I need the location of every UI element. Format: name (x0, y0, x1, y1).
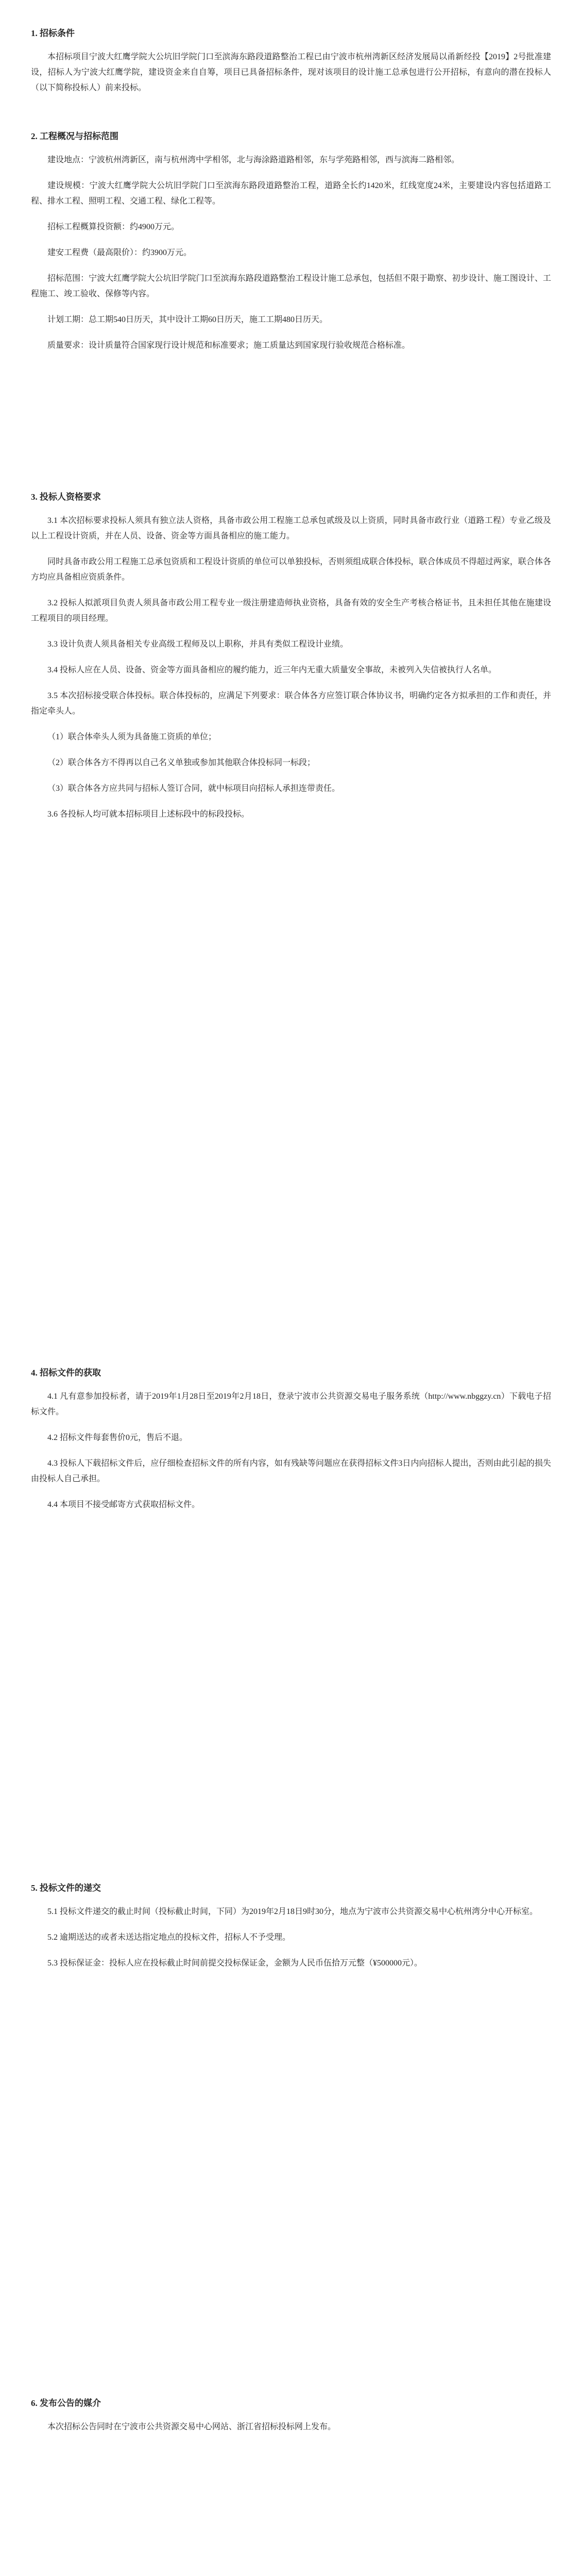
section-2-para-2: 招标工程概算投资额：约4900万元。 (47, 223, 180, 231)
section-2-para-5: 计划工期：总工期540日历天，其中设计工期60日历天，施工工期480日历天。 (47, 315, 328, 324)
section-2-para-0: 建设地点：宁波杭州湾新区，南与杭州湾中学相邻，北与海涂路道路相邻，东与学苑路相邻，西与滨海二路相邻。 (47, 156, 460, 164)
section-3-para-1: 同时具备市政公用工程施工总承包资质和工程设计资质的单位可以单独投标，否则须组成联合体投标，联合体成员不得超过两家，联合体各方均应具备相应资质条件。 (31, 557, 551, 582)
section-4 (31, 1360, 551, 1523)
section-5-para-0: 5.1 投标文件递交的截止时间（投标截止时间，下同）为2019年2月18日9时30分，地点为宁波市公共资源交易中心杭州湾分中心开标室。 (47, 1907, 538, 1916)
section-2-para-3: 建安工程费（最高限价）：约3900万元。 (47, 248, 192, 257)
section-5-para-2: 5.3 投标保证金：投标人应在投标截止时间前提交投标保证金，金额为人民币伍拾万元整（¥500000元）。 (47, 1959, 423, 1968)
section-3 (31, 484, 551, 833)
section-3-para-8: （3）联合体各方应共同与招标人签订合同，就中标项目向招标人承担连带责任。 (47, 784, 340, 793)
section-2 (31, 124, 551, 364)
section-4-heading: 4. 招标文件的获取 (31, 1368, 101, 1378)
section-4-para-0: 4.1 凡有意参加投标者，请于2019年1月28日至2019年2月18日，登录宁波市公共资源交易电子服务系统（http://www.nbggzy.cn）下载电子招标文件。 (31, 1392, 551, 1416)
section-1 (31, 21, 551, 106)
section-5 (31, 1875, 551, 1981)
section-3-para-9: 3.6 各投标人均可就本招标项目上述标段中的标段投标。 (47, 810, 250, 819)
section-2-heading: 2. 工程概况与招标范围 (31, 131, 118, 141)
section-1-para-0: 本招标项目宁波大红鹰学院大公坑旧学院门口至滨海东路段道路整治工程已由宁波市杭州湾新区经济发展局以甬新经投【2019】2号批准建设，招标人为宁波大红鹰学院，建设资金来自自筹，项目已具备招标条件，现对该项目的设计施工总承包进行公开招标，有意向的潜在投标人（以下简称投标人）前来投标。 (31, 53, 551, 92)
section-3-para-4: 3.4 投标人应在人员、设备、资金等方面具备相应的履约能力，近三年内无重大质量安全事故，未被列入失信被执行人名单。 (47, 666, 497, 674)
section-3-para-3: 3.3 设计负责人须具备相关专业高级工程师及以上职称，并具有类似工程设计业绩。 (47, 640, 349, 649)
section-2-para-6: 质量要求：设计质量符合国家现行设计规范和标准要求；施工质量达到国家现行验收规范合格标准。 (47, 341, 410, 350)
section-2-para-1: 建设规模：宁波大红鹰学院大公坑旧学院门口至滨海东路段道路整治工程，道路全长约1420米，红线宽度24米，主要建设内容包括道路工程、排水工程、照明工程、交通工程、绿化工程等。 (31, 181, 551, 206)
section-3-para-5: 3.5 本次招标接受联合体投标。联合体投标的，应满足下列要求：联合体各方应签订联合体协议书，明确约定各方拟承担的工作和责任，并指定牵头人。 (31, 691, 551, 716)
section-2-para-4: 招标范围：宁波大红鹰学院大公坑旧学院门口至滨海东路段道路整治工程设计施工总承包，包括但不限于勘察、初步设计、施工图设计、工程施工、竣工验收、保修等内容。 (31, 274, 551, 298)
section-5-para-1: 5.2 逾期送达的或者未送达指定地点的投标文件，招标人不予受理。 (47, 1933, 291, 1942)
section-3-para-2: 3.2 投标人拟派项目负责人须具备市政公用工程专业一级注册建造师执业资格，具备有效的安全生产考核合格证书，且未担任其他在施建设工程项目的项目经理。 (31, 599, 551, 623)
section-6-heading: 6. 发布公告的媒介 (31, 2398, 101, 2408)
section-6 (31, 2391, 551, 2445)
section-4-para-3: 4.4 本项目不接受邮寄方式获取招标文件。 (47, 1500, 200, 1509)
section-5-heading: 5. 投标文件的递交 (31, 1883, 101, 1893)
document-page (31, 21, 551, 2576)
section-3-para-7: （2）联合体各方不得再以自己名义单独或参加其他联合体投标同一标段； (47, 758, 316, 767)
section-4-para-2: 4.3 投标人下载招标文件后，应仔细检查招标文件的所有内容，如有残缺等问题应在获得招标文件3日内向招标人提出，否则由此引起的损失由投标人自己承担。 (31, 1459, 551, 1483)
section-3-para-6: （1）联合体牵头人须为具备施工资质的单位； (47, 733, 217, 741)
section-1-heading: 1. 招标条件 (31, 28, 75, 38)
section-3-para-0: 3.1 本次招标要求投标人须具有独立法人资格，具备市政公用工程施工总承包贰级及以上资质，同时具备市政行业（道路工程）专业乙级及以上工程设计资质，并在人员、设备、资金等方面具备相应的施工能力。 (31, 516, 551, 540)
section-3-heading: 3. 投标人资格要求 (31, 492, 101, 502)
section-4-para-1: 4.2 招标文件每套售价0元，售后不退。 (47, 1433, 188, 1442)
section-6-para-0: 本次招标公告同时在宁波市公共资源交易中心网站、浙江省招标投标网上发布。 (47, 2422, 336, 2431)
